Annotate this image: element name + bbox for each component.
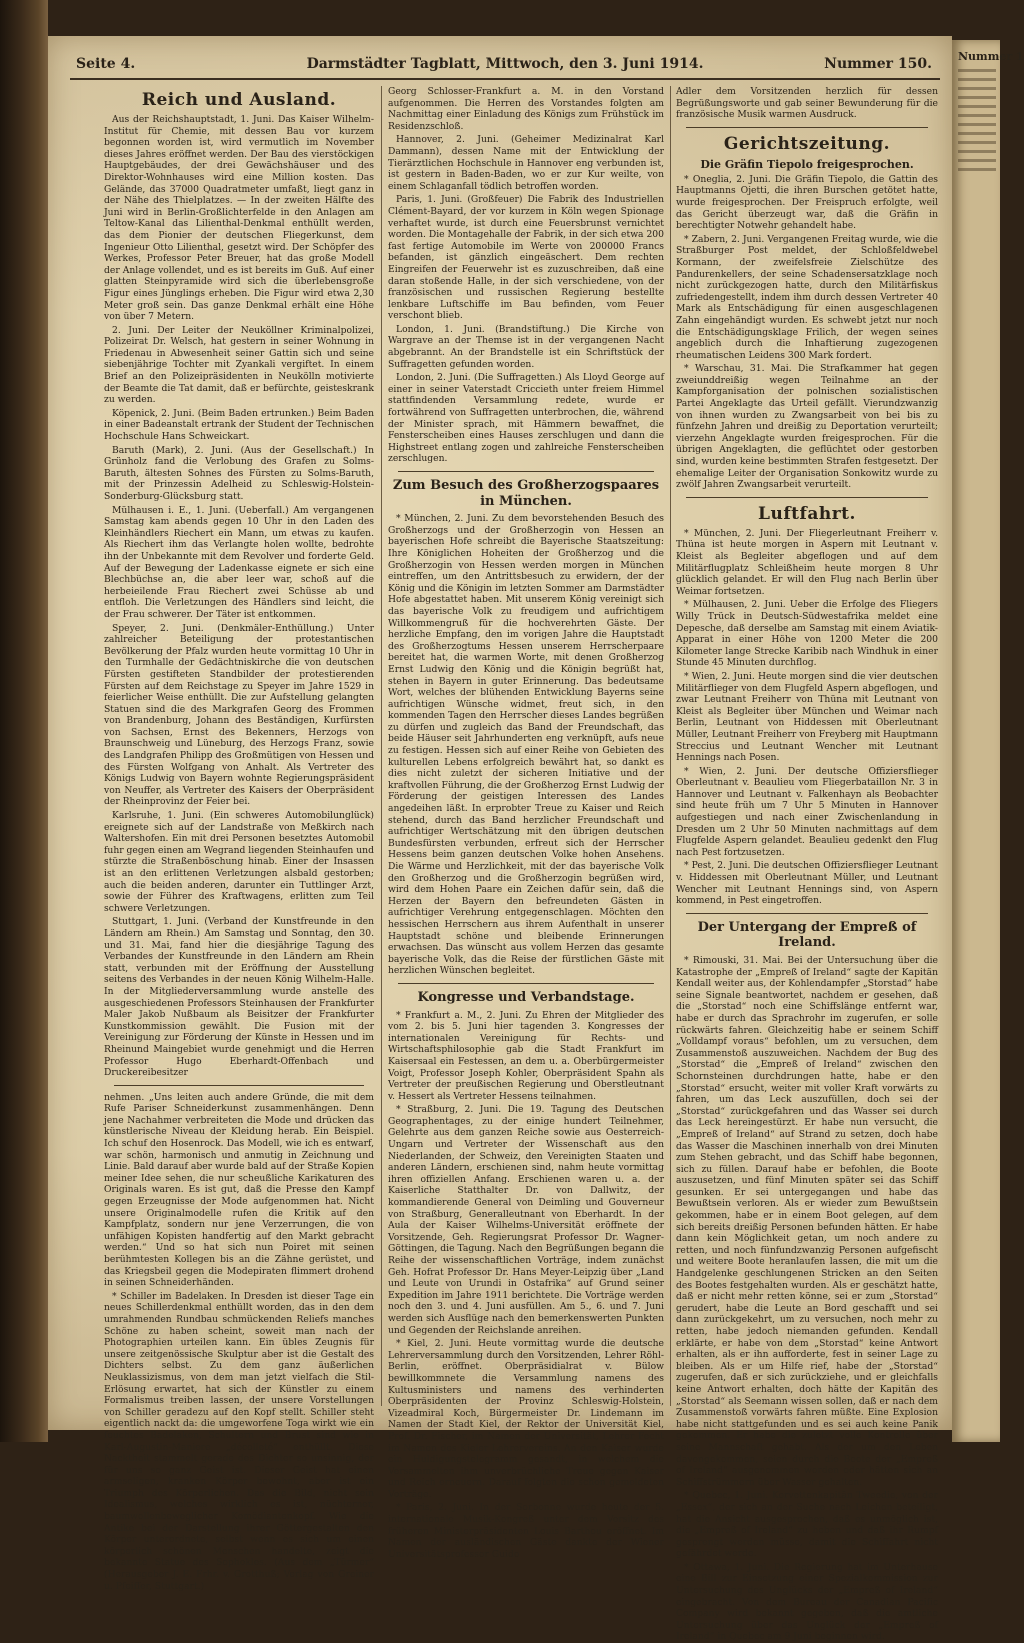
section-separator (686, 127, 928, 128)
article-paragraph: Köpenick, 2. Juni. (Beim Baden ertrunken.) Beim Baden in einer Badeanstalt ertrank der Student der Technischen Hochschule Hans Schweickart. (104, 407, 374, 443)
page-number: Seite 4. (76, 56, 136, 72)
article-paragraph: Georg Schlosser-Frankfurt a. M. in den Vorstand aufgenommen. Die Herren des Vorstandes folgten am Nachmittag einer Einladung des Königs zum Frühstück im Residenzschloß. (388, 86, 664, 132)
column-divider (670, 86, 671, 1406)
article-paragraph: 2. Juni. Der Leiter der Neuköllner Kriminalpolizei, Polizeirat Dr. Welsch, hat gestern in seiner Wohnung in Friedenau in Abwesenheit seiner Gattin sich und seine siebenjährige Tochter mit Zyankali vergiftet. In einem Brief an den Polizeipräsidenten in Neukölln motivierte der Beamte die Tat damit, daß er befürchte, geisteskrank zu werden. (104, 324, 374, 406)
article-paragraph: Adler dem Vorsitzenden herzlich für dessen Begrüßungsworte und gab seiner Bewunderung für die französische Musik warmen Ausdruck. (676, 86, 938, 121)
article-paragraph: * Mülhausen, 2. Juni. Ueber die Erfolge des Fliegers Willy Trück in Deutsch-Südwestafrika meldet eine Depesche, daß derselbe am Samstag mit einem Aviatik-Apparat in einer Höhe von 1200 Meter die 200 Kilometer lange Strecke Karibib nach Windhuk in einer Stunde 45 Minuten durchflog. (676, 599, 938, 669)
article-paragraph: * Wien, 2. Juni. Der deutsche Offiziersflieger Oberleutnant v. Beaulieu vom Fliegerbataillon Nr. 3 in Hannover und Leutnant v. Falkenhayn als Beobachter sind heute früh um 7 Uhr 5 Minuten in Hannover aufgestiegen und nach einer Zwischenlandung in Dresden um 2 Uhr 50 Minuten nachmittags auf dem Flugfelde Aspern gelandet. Beaulieu gedenkt den Flug nach Pest fortzusetzen. (676, 765, 938, 858)
article-paragraph: * Wien, 2. Juni. Heute morgen sind die vier deutschen Militärflieger von dem Flugfeld Aspern abgeflogen, und zwar Leutnant Freiherr von Thüna mit Leutnant von Kleist als Begleiter über München und Weimar nach Berlin, Leutnant von Hiddessen mit Oberleutnant Müller, Leutnant Freiherr von Freyberg mit Hauptmann Streccius und Leutnant Wencher mit Leutnant Hennings nach Posen. (676, 670, 938, 764)
article-paragraph: London, 2. Juni. (Die Suffragetten.) Als Lloyd George auf einer in seiner Vaterstadt Criccieth unter freiem Himmel stattfindenden Versammlung redete, wurde er fortwährend von Suffragetten unterbrochen, die, während der Minister sprach, mit Hämmern bewaffnet, die Fensterscheiben eines Hauses zerschlugen und dann die Highstreet entlang zogen und zahlreiche Fensterscheiben zerschlugen. (388, 372, 664, 465)
section-separator (686, 913, 928, 914)
article-subtitle: Die Gräfin Tiepolo freigesprochen. (700, 157, 914, 171)
article-paragraph: Baruth (Mark), 2. Juni. (Aus der Gesellschaft.) In Grünholz fand die Verlobung des Grafen zu Solms-Baruth, ältesten Sohnes des Fürsten zu Solms-Baruth, mit der Prinzessin Adelheid zu Schleswig-Holstein-Sonderburg-Glücksburg statt. (104, 444, 374, 502)
article-paragraph: * Kiel, 2. Juni. Heute vormittag wurde die deutsche Lehrerversammlung durch den Vorsitzenden, Lehrer Röhl-Berlin, eröffnet. Oberpräsidialrat v. Bülow bewillkommnete die Versammlung namens des Kultusministers und namens des verhinderten Oberpräsidenten der Provinz Schleswig-Holstein, Vizeadmiral Koch, Bürgermeister Dr. Lindemann im Namen der Stadt Kiel, der Rektor der Universität Kiel, Prof. Dr. Fischer, im Namen der Universität, Lehrer Fecht im Namen des Kieler Lehrervereins. An den Kaiser wurde ein Huldigungstelegramm gesandt, in welchem die Versammelten ihm unverbrüchliche Treue gegen Kaiser und Reich erneuern. Darauf folgten die schon gemeldeten Vorträge. (388, 1338, 664, 1500)
article-paragraph: * Frankfurt a. M., 2. Juni. Zu Ehren der Mitglieder des vom 2. bis 5. Juni hier tagenden 3. Kongresses der internationalen Vereinigung für Rechts- und Wirtschaftsphilosophie gab die Stadt Frankfurt im Kaisersaal ein Festessen, an dem u. a. Oberbürgermeister Voigt, Professor Joseph Kohler, Oberpräsident Spahn als Vertreter der preußischen Regierung und Oberstleutnant v. Hessert als Vertreter Hessens teilnahmen. (388, 1009, 664, 1102)
section-title-gerichtszeitung: Gerichtszeitung. (723, 133, 891, 154)
article-paragraph: * Zabern, 2. Juni. Vergangenen Freitag wurde, wie die Straßburger Post meldet, der Schloßfeldwebel Kormann, der zweifelsfreie Zielschütze des Pandurenkellers, der seine Schadensersatzklage noch nicht zurückgezogen hatte, durch den Militärfiskus zufriedengestellt, indem ihm durch dessen Vertreter 40 Mark als Entschädigung für einen ausgeschlagenen Zahn eingehändigt wurden. Es schwebt jetzt nur noch die Entschädigungsklage Frilich, der wegen seines angeblich durch die Inhaftierung zugezogenen rheumatischen Leidens 300 Mark fordert. (676, 233, 938, 361)
newspaper-dateline: Darmstädter Tagblatt, Mittwoch, den 3. Juni 1914. (306, 56, 704, 72)
book-binding (0, 0, 48, 1442)
article-paragraph: * Ottawa, 1. Juni. Die Regierung hat im Unterhause eine Bill zur Einsetzung einer Spezialkommission zur Untersuchung des Unglücks der „Empreß of Ireland“ eingebracht. Von dem Bureau der Canadian Pacific Company wird bekannt gegeben, daß die amtliche Untersuchung über das Unglück der „Empreß of Ireland“ in Quebec am 9 Juni beginnen wird. (676, 1561, 938, 1643)
headline-empress-of-ireland: Der Untergang der Empreß of Ireland. (697, 919, 917, 951)
section-separator (398, 983, 654, 984)
article-paragraph: * Warschau, 31. Mai. Die Strafkammer hat gegen zweiunddreißig wegen Teilnahme an der Kampforganisation der polnischen sozialistischen Partei Angeklagte das Urteil gefällt. Vierundzwanzig von ihnen wurden zu Zwangsarbeit von bei bis zu fünfzehn Jahren und dreißig zu Deportation verurteilt; vierzehn Angeklagte wurden freigesprochen. Für die übrigen Angeklagten, die geflüchtet oder gestorben sind, wurden keine bestimmten Strafen festgesetzt. Der ehemalige Leiter der Organisation Sonkowitz wurde zu zwölf Jahren Zwangsarbeit verurteilt. (676, 363, 938, 491)
article-paragraph: * Pest, 2. Juni. Die deutschen Offiziersflieger Leutnant v. Hiddessen mit Oberleutnant Müller, und Leutnant Wencher mit Leutnant Hennings sind, von Aspern kommend, in Pest eingetroffen. (676, 860, 938, 907)
article-paragraph: * München, 2. Juni. Zu dem bevorstehenden Besuch des Großherzogs und der Großherzogin von Hessen an bayerischen Hofe schreibt die Bayerische Staatszeitung: Ihre Königlichen Hoheiten der Großherzog und die Großherzogin von Hessen werden morgen in München eintreffen, um den Antrittsbesuch zu erwidern, der der König und die Königin im letzten Sommer am Darmstädter Hofe abgestattet haben. Mit unserem König vereinigt sich das bayerische Volk zu freudigem und aufrichtigem Willkommengruß für die hochverehrten Gäste. Der herzliche Empfang, den im vorigen Jahre die Hauptstadt des Großherzogtums Hessen unserem Herrscherpaare bereitet hat, die warmen Worte, mit denen Großherzog Ernst Ludwig den König und die Königin begrüßt hat, stehen in Bayern in guter Erinnerung. Das bedeutsame Wort, welches der blühenden Entwicklung Bayerns seine aufrichtigen Wünsche widmet, freut sich, in den kommenden Tagen den Herrscher dieses Landes begrüßen zu dürfen und zugleich das Band der Freundschaft, das beide Häuser seit Jahrhunderten eng verknüpft, aufs neue zu festigen. Hessen sich auf einer Reihe von Gebieten des kulturellen Lebens erfolgreich bewährt hat, so dankt es dies nicht zuletzt der sicheren Initiative und der kraftvollen Führung, die der Großherzog Ernst Ludwig der Förderung der geistigen Interessen des Landes angedeihen läßt. In erprobter Treue zu Kaiser und Reich stehend, durch das Band herzlicher Freundschaft und aufrichtiger Wertschätzung mit den übrigen deutschen Bundesfürsten verbunden, erfreut sich der Herrscher Hessens beim ganzen deutschen Volke hohen Ansehens. Die Wärme und Herzlichkeit, mit der das bayerische Volk den Großherzog und die Großherzogin begrüßen wird, wird dem Hohen Paare ein Zeichen dafür sein, daß die Herzen der Bayern den befreundeten Gästen in aufrichtiger Verehrung entgegenschlagen. Möchten den hessischen Herrschern aus ihrem Aufenthalt in unserer Hauptstadt schöne und bleibende Erinnerungen erwachsen. Das wünscht aus vollem Herzen das gesamte bayerische Volk, das die Reise der fürstlichen Gäste mit herzlichen Wünschen begleitet. (388, 513, 664, 977)
adjacent-page-edge (952, 40, 1024, 1442)
column-1 (104, 86, 374, 1592)
headline-kongresse: Kongresse und Verbandstage. (417, 989, 635, 1005)
feuilleton-paragraph: nehmen. „Uns leiten auch andere Gründe, die mit dem Rufe Pariser Schneiderkunst zusammenhängen. Denn jene Nachahmer verbreiteten die Mode und drücken das künstlerische Niveau der Kleidung herab. Ein Beispiel. Ich schuf den Hosenrock. Das Modell, wie ich es entwarf, war schön, harmonisch und anmutig in Zeichnung und Linie. Bald darauf aber wurde bald auf der Straße Kopien meiner Idee sehen, die nur scheußliche Karikaturen des Originals waren. Es ist gut, daß die Presse den Kampf gegen Erzeugnisse der Mode aufgenommen hat. Nicht unsere Originalmodelle rufen die Kritik auf den Kampfplatz, sondern nur jene Verzerrungen, die von unfähigen Kopisten handfertig auf den Markt gebracht werden.“ Und so hat sich nun Poiret mit seinen berühmtesten Kollegen bis an die Zähne gerüstet, und das Kriegsbeil gegen die Modepiraten flimmert drohend in seinen Schneiderhänden. (104, 1091, 374, 1289)
article-paragraph: * Quebec, 1. Juni. Korvettenkapitän Tweedie, von der „Essex“, der sich an der Suche nach Leichen beteiligt, hat die Ansicht ausgesprochen, daß es unmöglich ist, die „Empreß of Ireland“ zu heben und daß ihr Rumpf gesprengt werden müsse, damit die Schiffahrt nicht gefährdet werde. (676, 1490, 938, 1560)
article-paragraph: * Paris, 2. Juni. In der Sorbonne wurde heute der 5. internationale Musik-Kongreß unter dem Vorsitz des früheren Ministerpräsidenten Louis Barthou eröffnet. Im Namen der ausländischen Gäste dankte der Wiener Universitätsprofessor Guido (388, 1502, 664, 1560)
article-paragraph: * Rimouski, 31. Mai. Bei der Untersuchung über die Katastrophe der „Empreß of Ireland“ sagte der Kapitän Kendall weiter aus, der Kohlendampfer „Storstad“ habe seine Signale beantwortet, nachdem er gesehen, daß die „Storstad“ noch eine Schiffslänge entfernt war, habe er durch das Sprachrohr im zugerufen, er solle rückwärts fahren. Gleichzeitig habe er seinem Schiff „Volldampf voraus“ befohlen, um zu versuchen, dem Zusammenstoß auszuweichen. Nachdem der Bug des „Storstad“ die „Empreß of Ireland“ zwischen den Schornsteinen durchdrungen hatte, habe er den „Storstad“ ersucht, weiter mit voller Kraft vorwärts zu fahren, um das Leck auszufüllen, doch sei der „Storstad“ zurückgefahren und das Wasser sei durch das Leck hereingestürzt. Er habe nun versucht, die „Empreß of Ireland“ auf Strand zu setzen, doch habe das Wasser die Maschinen innerhalb von drei Minuten zum Stehen gebracht, und das Schiff habe begonnen, sich zu füllen. Darauf habe er befohlen, die Boote auszusetzen, und fünf Minuten später sei das Schiff gesunken. Er sei untergegangen und habe das Bewußtsein verloren. Als er wieder zum Bewußtsein gekommen, habe er in einem Boot gelegen, auf dem sich bereits dreißig Personen befunden hätten. Er habe dann kein Möglichkeit getan, um noch andere zu retten, und noch fünfundzwanzig Personen aufgefischt und weitere Boote heranlaufen lassen, die mit um die Handgelenke geschlungenen Stricken an den Seiten des Bootes festgehalten wurden. Als er geschätzt hatte, daß er nicht mehr retten könne, sei er zum „Storstad“ gerudert, habe die Leute an Bord geschafft und sei dann zurückgekehrt, um zu versuchen, noch mehr zu retten, habe jedoch niemanden gefunden. Kendall erklärte, er habe von dem „Storstad“ keine Antwort erhalten, als er ihn aufforderte, fest in seiner Lage zu bleiben. Als er um Hilfe rief, habe der „Storstad“ zugerufen, daß er sich zurückziehe, und er gleichfalls keine Antwort erhalten, doch hätte der Kapitän des „Storstad“ als Seemann wissen sollen, daß er nach dem Zusammenstoß vorwärts fahren müßte. Eine Explosion habe nicht stattgefunden und es sei auch keine Panik gekommen. Er habe die zuletzt volle Kontrolle über seine Mannschaft gehabt. Als der um den Leben davongekommen, seien durch die Boote der „Empreß of Ireland“ ausgenommen worden oder hätten sich an Schiffstrümmern über Wasser gehalten. (676, 955, 938, 1488)
article-paragraph: * Oneglia, 2. Juni. Die Gräfin Tiepolo, die Gattin des Hauptmanns Ojetti, die ihren Burschen getötet hatte, wurde freigesprochen. Der Freispruch erfolgte, weil das Gericht überzeugt war, daß die Gräfin in berechtigter Notwehr gehandelt habe. (676, 173, 938, 232)
headline-grossherzog-visit: Zum Besuch des Großherzogspaares in München. (392, 478, 660, 509)
article-paragraph: Hannover, 2. Juni. (Geheimer Medizinalrat Karl Dammann), dessen Name mit der Entwicklung der Tierärztlichen Hochschule in Hannover eng verbunden ist, ist gestern in Baden-Baden, wo er zur Kur weilte, von einem Schlaganfall tödlich betroffen worden. (388, 134, 664, 192)
section-title-luftfahrt: Luftfahrt. (758, 503, 856, 524)
adjacent-page-header: Nummer 1 (958, 50, 1024, 63)
column-2 (388, 86, 664, 1560)
article-paragraph: Karlsruhe, 1. Juni. (Ein schweres Automobilunglück) ereignete sich auf der Landstraße von Meßkirch nach Waltershofen. Ein mit drei Personen besetztes Automobil fuhr gegen einen am Wegrand liegenden Steinhaufen und stürzte die Straßenböschung hinab. Einer der Insassen ist an den erlittenen Verletzungen alsbald gestorben; auch die beiden anderen, darunter ein Tuttlinger Arzt, sowie der Führer des Kraftwagens, erlitten zum Teil schwere Verletzungen. (104, 810, 374, 914)
feuilleton-paragraph: * Schiller im Badelaken. In Dresden ist dieser Tage ein neues Schillerdenkmal enthüllt worden, das in den dem umrahmenden Rundbau schmückenden Reliefs manches Schöne zu haben scheint, soweit man nach der Photographien urteilen kann. Ein übles Zeugnis für unsere zeitgenössische Skulptur aber ist die Gestalt des Dichters selbst. Zu dem ganz äußerlichen Neuklassizismus, von dem man jetzt vielfach die Stil-Erlösung erwartet, hat sich der Künstler zu einem Formalismus treiben lassen, der unsere Vorstellungen von Schiller geradezu auf den Kopf stellt. Schiller steht eigentlich nackt da: die umgeworfene Toga wirkt wie ein feuchtes Badelaken, Schultern und Brust sind wie in Karl-Augustin-Maniere „décolleté“ enthüllt. Diese Nacktheit stammelt gerade des Dichter so unsinnig, der für uns so ganz Geist ist. Dieser Geist hat einen armseligen, kranken Körper bewohnt, aber ist ein Triumph des Körperlichen. Das die Bild, nicht sein Idealismus, welches wirklich es ist, nüchterner, baumwollenbeweglicher Komödiantenkopf. Wie die Antike bei der Darstellung ihrer Göttergestalten den Körper unterordnete, selbst wenn es sich um einen körperlich schönen Menschen handelte, zeigt die bekannte Statue des Sophokles. (Aus dem „Türmer“ (Herausgeber J. E. Frhr. v. Grotthuß; Verlag von Greiner u. Pfeiffer, Stuttgart.) (104, 1290, 374, 1592)
article-paragraph: Mülhausen i. E., 1. Juni. (Ueberfall.) Am vergangenen Samstag kam abends gegen 10 Uhr in den Laden des Kleinhändlers Riechert ein Mann, um etwas zu kaufen. Als Riechert ihm das Verlangte holen wollte, bedrohte ihn der Unbekannte mit dem Revolver und forderte Geld. Auf der Bewegung der Ladenkasse eignete er sich eine Blechbüchse an, die aber leer war, schoß auf die herbeieilende Frau Riechert zwei Schüsse ab und entfloh. Die Verletzungen des Händlers sind leicht, die der Frau schwerer. Der Täter ist entkommen. (104, 504, 374, 620)
section-title-reich-und-ausland: Reich und Ausland. (141, 90, 337, 110)
article-paragraph: Stuttgart, 1. Juni. (Verband der Kunstfreunde in den Ländern am Rhein.) Am Samstag und Sonntag, den 30. und 31. Mai, fand hier die diesjährige Tagung des Verbandes der Kunstfreunde in den Ländern am Rhein statt, verbunden mit der Eröffnung der Ausstellung seitens des Verbandes in der neuen König Wilhelm-Halle. In der Mitgliederversammlung wurde anstelle des ausgeschiedenen Professors Steinhausen der Frankfurter Maler Jakob Nußbaum als Beisitzer der Frankfurter Kunstkommission gewählt. Die Fusion mit der Vereinigung zur Förderung der Künste in Hessen und im Rheinund Maingebiet wurde genehmigt und die Herren Professor Hugo Eberhardt-Offenbach und Druckereibesitzer (104, 916, 374, 1079)
column-divider (381, 86, 382, 1406)
section-separator (398, 471, 654, 472)
page-header (70, 52, 940, 80)
article-paragraph: * München, 2. Juni. Der Fliegerleutnant Freiherr v. Thüna ist heute morgen in Aspern mit Leutnant v. Kleist als Begleiter abgeflogen und auf dem Militärflugplatz Schleißheim heute morgen 8 Uhr glücklich gelandet. Er will den Flug nach Berlin über Weimar fortsetzen. (676, 527, 938, 597)
section-separator (686, 497, 928, 498)
issue-number: Nummer 150. (824, 56, 932, 72)
article-paragraph: * Straßburg, 2. Juni. Die 19. Tagung des Deutschen Geographentages, zu der einige hundert Teilnehmer, Gelehrte aus dem ganzen Reiche sowie aus Oesterreich-Ungarn und Vertreter der Wissenschaft aus den Niederlanden, der Schweiz, den Vereinigten Staaten und anderen Ländern, erschienen sind, nahm heute vormittag ihren offiziellen Anfang. Erschienen waren u. a. der Kaiserliche Statthalter Dr. von Dallwitz, der kommandierende General von Deimling und Gouverneur von Straßburg, Generalleutnant von Eberhardt. In der Aula der Kaiser Wilhelms-Universität eröffnete der Vorsitzende, Geh. Regierungsrat Professor Dr. Wagner-Göttingen, die Tagung. Nach den Begrüßungen begann die Reihe der wissenschaftlichen Vorträge, indem zunächst Geh. Hofrat Professor Dr. Hans Meyer-Leipzig über „Land und Leute von Urundi in Ostafrika“ auf Grund seiner Expedition im Jahre 1911 berichtete. Die Vorträge werden noch den 3. und 4. Juni ausfüllen. Am 5., 6. und 7. Juni werden sich Ausflüge nach den bemerkenswerten Punkten und Gegenden der Reichslande anreihen. (388, 1104, 664, 1336)
column-3 (676, 86, 938, 1643)
article-paragraph: London, 1. Juni. (Brandstiftung.) Die Kirche von Wargrave an der Themse ist in der vergangenen Nacht abgebrannt. An der Brandstelle ist ein Schriftstück der Suffragetten gefunden worden. (388, 323, 664, 370)
article-paragraph: Speyer, 2. Juni. (Denkmäler-Enthüllung.) Unter zahlreicher Beteiligung der protestantischen Bevölkerung der Pfalz wurden heute vormittag 10 Uhr in den Turmhalle der Gedächtniskirche die von deutschen Fürsten gestifteten Standbilder der protestierenden Fürsten auf dem Reichstage zu Speyer im Jahre 1529 in feierlicher Weise enthüllt. Die zur Aufstellung gelangten Statuen sind die des Markgrafen Georg des Frommen von Brandenburg, Johann des Beständigen, Kurfürsten von Sachsen, Ernst des Bekenners, Herzogs von Braunschweig und Lüneburg, des Herzogs Franz, sowie des Landgrafen Philipp des Großmütigen von Hessen und des Fürsten Wolfgang von Anhalt. Als Vertreter des Königs Ludwig von Bayern wohnte Regierungspräsident von Neuffer, als Vertreter des Kaisers der Oberpräsident der Rheinprovinz der Feier bei. (104, 622, 374, 808)
article-paragraph: Paris, 1. Juni. (Großfeuer) Die Fabrik des Industriellen Clément-Bayard, der vor kurzem in Köln wegen Spionage verhaftet wurde, ist durch eine Feuersbrunst vernichtet worden. Die Montagehalle der Fabrik, in der sich etwa 200 fast fertige Automobile im Werte von 200000 Francs befanden, ist gänzlich eingeäschert. Dem rechten Eingreifen der Feuerwehr ist es zuzuschreiben, daß eine daran stoßende Halle, in der sich verschiedene, von der französischen und russischen Regierung bestellte lenkbare Luftschiffe im Bau befinden, vom Feuer verschont blieb. (388, 194, 664, 322)
article-paragraph: Aus der Reichshauptstadt, 1. Juni. Das Kaiser Wilhelm-Institut für Chemie, mit dessen Bau vor kurzem begonnen worden ist, wird vermutlich im November dieses Jahres eröffnet werden. Der Bau des vierstöckigen Hauptgebäudes, der drei Gewächshäuser und des Direktor-Wohnhauses wird eine Million kosten. Das Gelände, das 37000 Quadratmeter umfaßt, liegt ganz in der Nähe des Thielplatzes. — In der zweiten Hälfte des Juni wird in Berlin-Großlichterfelde in den Anlagen am Teltow-Kanal das Lilienthal-Denkmal enthüllt werden, das dem Pionier der deutschen Fliegerkunst, dem Ingenieur Otto Lilienthal, gesetzt wird. Der Schöpfer des Werkes, Professor Peter Breuer, hat das große Modell der Anlage vollendet, und es ist bereits im Guß. Auf einer glatten Steinpyramide wird sich die überlebensgroße Figur eines Jünglings erheben. Die Figur wird etwa 2,30 Meter groß sein. Das ganze Denkmal erhält eine Höhe von über 7 Metern. (104, 114, 374, 323)
feuilleton-separator (114, 1085, 364, 1086)
